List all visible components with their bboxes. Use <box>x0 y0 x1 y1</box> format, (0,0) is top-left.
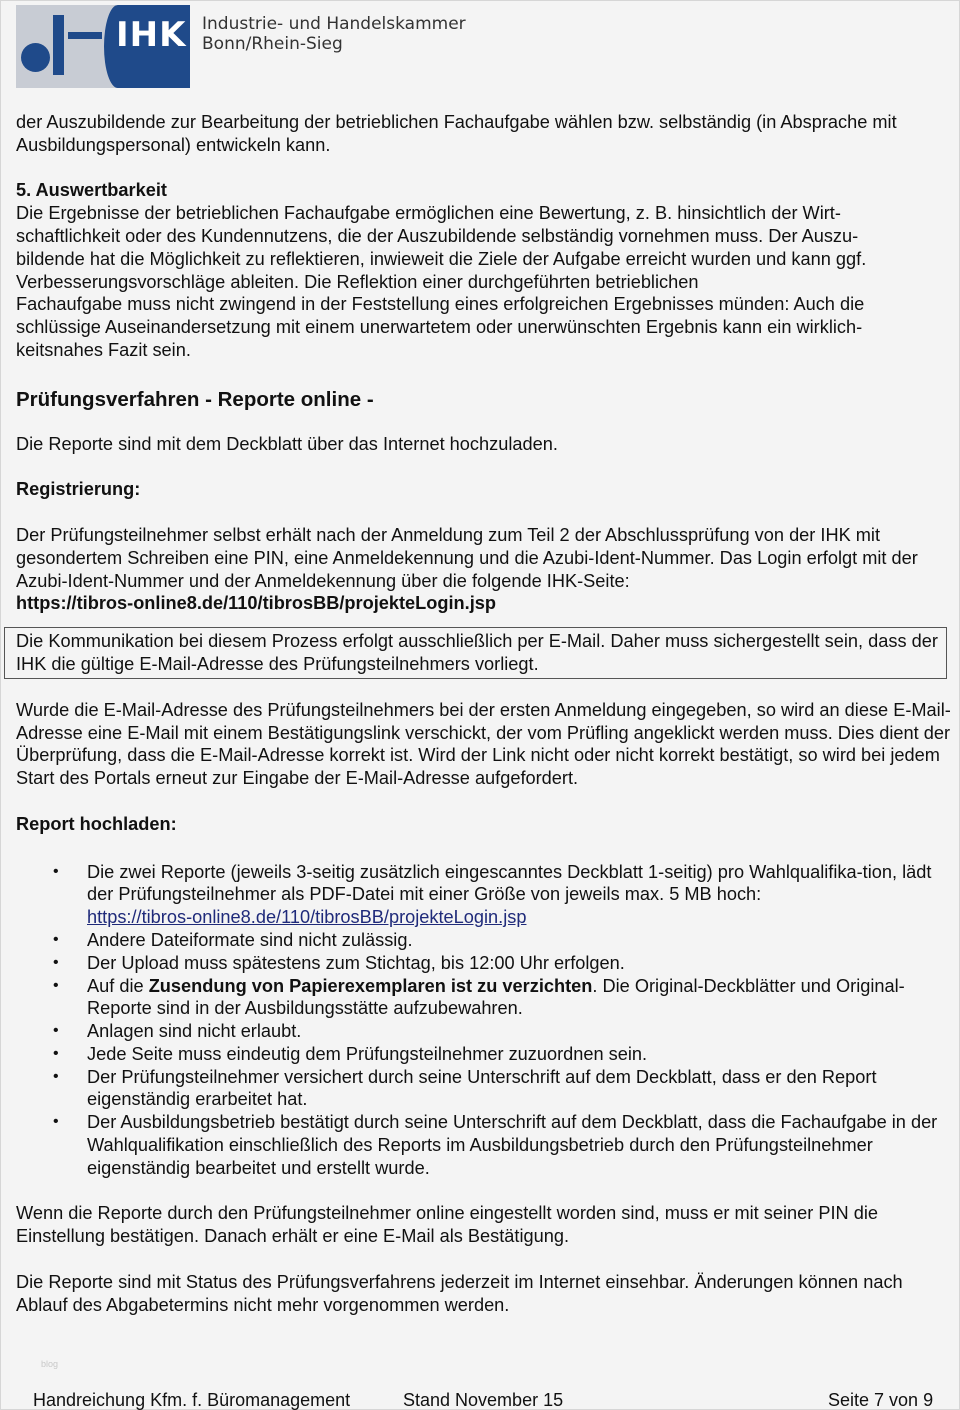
report-upload-heading: Report hochladen: <box>16 813 177 834</box>
list-item: • Anlagen sind nicht erlaubt. <box>16 1020 951 1043</box>
auswertbarkeit-line-6: schlüssige Auseinandersetzung mit einem unerwartetem oder unerwünschten Ergebnis kann ein wirklich- <box>16 317 863 338</box>
email-notice-text: Die Kommunikation bei diesem Prozess erfolgt ausschließlich per E-Mail. Daher muss sichergestellt sein, dass der IHK die gültige E-Mail-Adresse des Prüfungsteilnehmers vorliegt. <box>16 631 938 674</box>
auswertbarkeit-line-1: Die Ergebnisse der betrieblichen Fachaufgabe ermöglichen eine Bewertung, z. B. hinsichtlich der Wirt- <box>16 203 841 224</box>
watermark-text: blog <box>41 1359 59 1369</box>
intro-paragraph: der Auszubildende zur Bearbeitung der betrieblichen Fachaufgabe wählen bzw. selbständig (in Absprache mit Ausbildungspersonal) entwickeln kann. <box>16 112 897 155</box>
logo-dash-icon <box>68 32 102 39</box>
ihk-logo <box>16 5 190 88</box>
upload-rules-list <box>16 861 951 1180</box>
footer-date: Stand November 15 <box>403 1390 564 1410</box>
footer-page-number: Seite 7 von 9 <box>828 1390 934 1410</box>
email-notice-box <box>4 627 947 679</box>
list-item: • Andere Dateiformate sind nicht zulässig. <box>16 929 951 952</box>
auswertbarkeit-line-3: bildende hat die Möglichkeit zu reflektieren, inwieweit die Ziele der Aufgabe erreicht wurden und kann ggf. <box>16 248 867 269</box>
logo-dot-icon <box>21 43 50 72</box>
upload-portal-link[interactable]: https://tibros-online8.de/110/tibrosBB/projekteLogin.jsp <box>87 907 527 928</box>
list-item: • Der Prüfungsteilnehmer versichert durch seine Unterschrift auf dem Deckblatt, dass er den Report eigenständig erarbeitet hat. <box>16 1066 951 1112</box>
organization-name <box>202 14 466 54</box>
auswertbarkeit-line-2: schaftlichkeit oder des Kundennutzens, die der Auszubildende selbständig vornehmen muss. Der Auszu- <box>16 225 859 246</box>
footer-title: Handreichung Kfm. f. Büromanagement <box>33 1390 351 1410</box>
pruefungsverfahren-heading: Prüfungsverfahren - Reporte online - <box>16 387 374 411</box>
logo-bar-icon <box>53 15 64 75</box>
login-url: https://tibros-online8.de/110/tibrosBB/projekteLogin.jsp <box>16 593 496 614</box>
logo-text: IHK <box>116 15 187 55</box>
status-paragraph: Die Reporte sind mit Status des Prüfungsverfahrens jederzeit im Internet einsehbar. Änderungen können nach Ablauf des Abgabetermins nicht mehr vorgenommen werden. <box>16 1271 903 1315</box>
emphasis-text: Zusendung von Papierexemplaren ist zu verzichten <box>148 975 593 996</box>
registrierung-text: Der Prüfungsteilnehmer selbst erhält nach der Anmeldung zum Teil 2 der Abschlussprüfung von der IHK mit gesondertem Schreiben eine PIN, eine Anmeldekennung und die Azubi-Ident-Nummer. Das Login erfolgt mit der Azubi-Ident-Nummer und der Anmeldekennung über die folgende IHK-Seite: <box>16 524 918 591</box>
list-item: • Auf die Zusendung von Papierexemplaren ist zu verzichten. Die Original-Deckblätter und Original-Reporte sind in der Ausbildungsstätte aufzubewahren. <box>16 975 951 1021</box>
auswertbarkeit-heading: 5. Auswertbarkeit <box>16 180 167 201</box>
org-line-1: Industrie- und Handelskammer <box>202 14 466 34</box>
auswertbarkeit-line-4: Verbesserungsvorschläge ableiten. Die Reflektion einer durchgeführten betrieblichen <box>16 271 699 292</box>
email-info-paragraph: Wurde die E-Mail-Adresse des Prüfungsteilnehmers bei der ersten Anmeldung eingegeben, so wird an diese E-Mail-Adresse eine E-Mail mit einem Bestätigungslink verschickt, der vom Prüfling angeklickt werden muss. Dies dient der Überprüfung, dass die E-Mail-Adresse korrekt ist. Wird der Link nicht oder nicht korrekt bestätigt, so wird bei jedem Start des Portals erneut zur Eingabe der E-Mail-Adresse aufgefordert. <box>16 699 951 789</box>
auswertbarkeit-line-7: keitsnahes Fazit sein. <box>16 339 191 360</box>
org-line-2: Bonn/Rhein-Sieg <box>202 34 343 54</box>
list-item: • Die zwei Reporte (jeweils 3-seitig zusätzlich eingescanntes Deckblatt 1-seitig) pro Wahlqualifika-tion, lädt der Prüfungsteilnehmer als PDF-Datei mit einer Größe von jeweils max. 5 MB hoch: https://tibros-online8.de/110/tibrosBB/projekteLogin.jsp <box>16 861 951 929</box>
list-item: • Der Upload muss spätestens zum Stichtag, bis 12:00 Uhr erfolgen. <box>16 952 951 975</box>
document-body <box>16 111 951 1316</box>
list-item: • Jede Seite muss eindeutig dem Prüfungsteilnehmer zuzuordnen sein. <box>16 1043 951 1066</box>
list-item: • Der Ausbildungsbetrieb bestätigt durch seine Unterschrift auf dem Deckblatt, dass die Fachaufgabe in der Wahlqualifikation einschließlich des Reports im Ausbildungsbetrieb durch den Prüfungsteilnehmer eigenständig bearbeitet und erstellt wurde. <box>16 1111 951 1179</box>
confirmation-paragraph: Wenn die Reporte durch den Prüfungsteilnehmer online eingestellt worden sind, muss er mit seiner PIN die Einstellung bestätigen. Danach erhält er eine E-Mail als Bestätigung. <box>16 1203 879 1247</box>
pruefungsverfahren-text: Die Reporte sind mit dem Deckblatt über das Internet hochzuladen. <box>16 433 558 454</box>
auswertbarkeit-line-5: Fachaufgabe muss nicht zwingend in der Feststellung eines erfolgreichen Ergebnisses münden: Auch die <box>16 294 865 315</box>
registrierung-heading: Registrierung: <box>16 479 141 500</box>
